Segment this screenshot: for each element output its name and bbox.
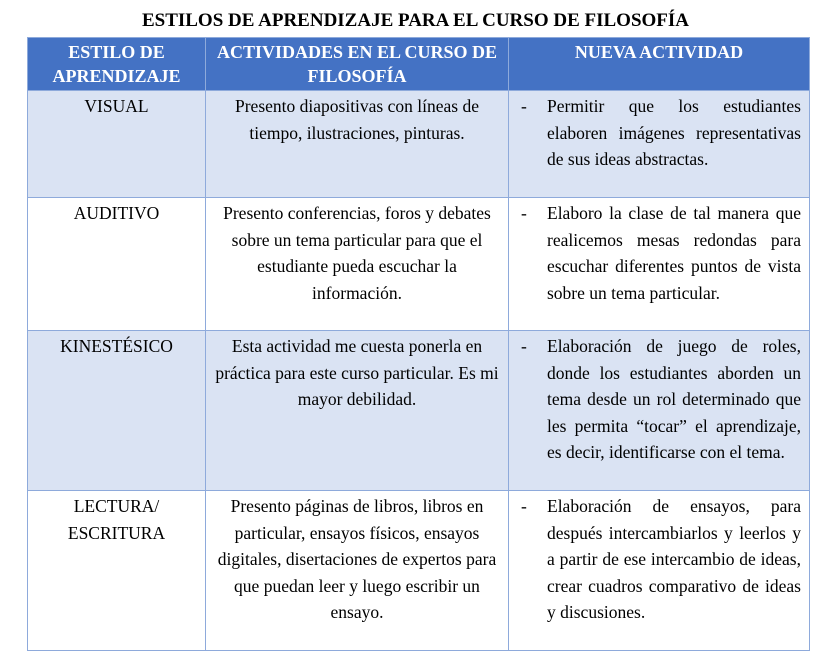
bullet-dash: - (521, 96, 527, 116)
table-title: ESTILOS DE APRENDIZAJE PARA EL CURSO DE FILOSOFÍA (141, 10, 690, 31)
activity-cell: Esta actividad me cuesta ponerla en práctica para este curso particular. Es mi mayor debilidad. (206, 331, 509, 491)
new-activity-cell (509, 198, 810, 331)
new-activity-text: Elaboración de ensayos, para después intercambiarlos y leerlos y a partir de ese intercambio de ideas, crear cuadros comparativo de ideas y discusiones. (547, 496, 801, 622)
table-row (28, 198, 810, 331)
header-new-activity: NUEVA ACTIVIDAD (509, 38, 810, 91)
activity-cell: Presento páginas de libros, libros en particular, ensayos físicos, ensayos digitales, disertaciones de expertos para que puedan leer y luego escribir un ensayo. (206, 491, 509, 651)
table-row (28, 491, 810, 651)
style-cell: VISUAL (28, 91, 206, 198)
new-activity-cell (509, 91, 810, 198)
new-activity-cell (509, 331, 810, 491)
bullet-dash: - (521, 203, 527, 223)
header-activities: ACTIVIDADES EN EL CURSO DE FILOSOFÍA (206, 38, 509, 91)
bullet-dash: - (521, 336, 527, 356)
new-activity-cell (509, 491, 810, 651)
style-cell: KINESTÉSICO (28, 331, 206, 491)
new-activity-text: Elaboro la clase de tal manera que realicemos mesas redondas para escuchar diferentes puntos de vista sobre un tema particular. (547, 203, 801, 303)
new-activity-text: Permitir que los estudiantes elaboren imágenes representativas de sus ideas abstractas. (547, 96, 801, 169)
style-cell: AUDITIVO (28, 198, 206, 331)
table-row (28, 91, 810, 198)
activity-cell: Presento conferencias, foros y debates sobre un tema particular para que el estudiante pueda escuchar la información. (206, 198, 509, 331)
learning-styles-table (27, 37, 810, 651)
style-cell: LECTURA/ ESCRITURA (28, 491, 206, 651)
header-style: ESTILO DE APRENDIZAJE (28, 38, 206, 91)
new-activity-text: Elaboración de juego de roles, donde los estudiantes aborden un tema desde un rol determinado que les permita “tocar” el aprendizaje, es decir, identificarse con el tema. (547, 336, 801, 462)
header-row (28, 38, 810, 91)
activity-cell: Presento diapositivas con líneas de tiempo, ilustraciones, pinturas. (206, 91, 509, 198)
table-row (28, 331, 810, 491)
bullet-dash: - (521, 496, 527, 516)
